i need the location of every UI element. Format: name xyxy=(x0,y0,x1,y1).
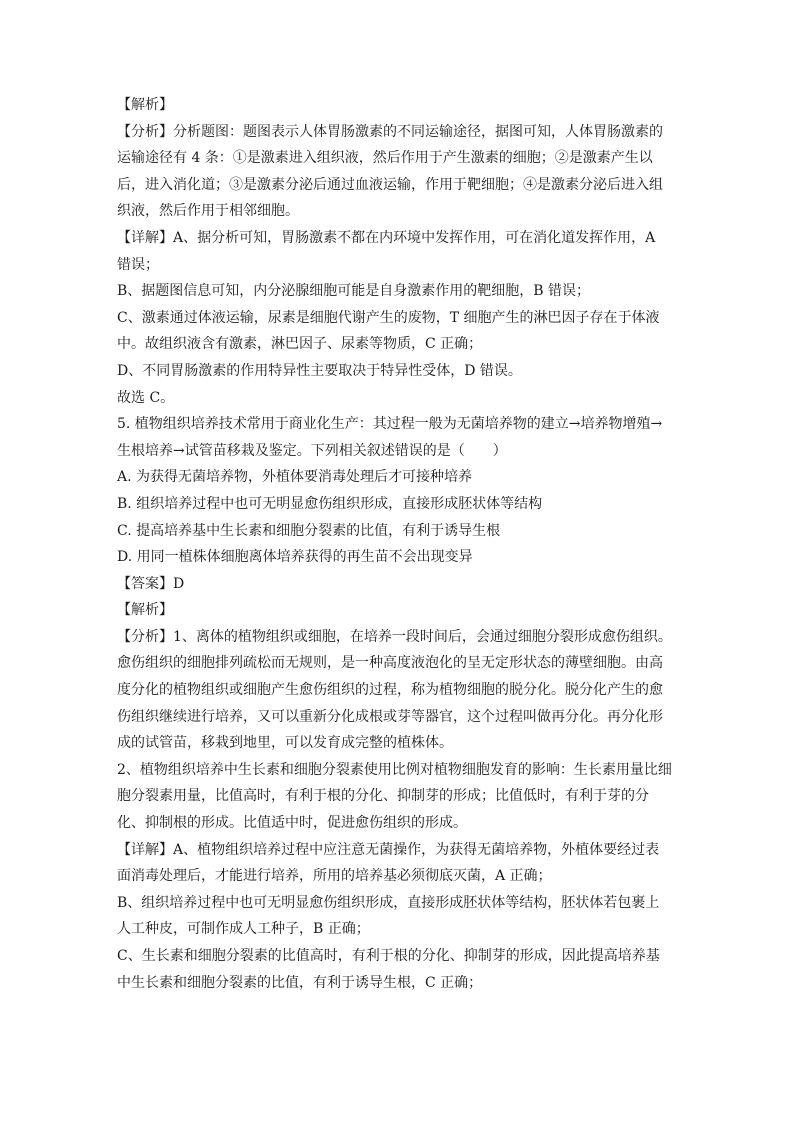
analysis-paragraph-line: 【分析】1、离体的植物组织或细胞，在培养一段时间后，会通过细胞分裂形成愈伤组织。 xyxy=(117,628,672,645)
detail-paragraph-line: C、生长素和细胞分裂素的比值高时，有利于根的分化、抑制芽的形成，因此提高培养基 xyxy=(117,948,660,964)
document-page xyxy=(117,92,692,996)
option-a: A. 为获得无菌培养物，外植体要消毒处理后才可接种培养 xyxy=(117,469,473,486)
analysis-paragraph-line: 后，进入消化道；③是激素分泌后通过血液运输，作用于靶细胞；④是激素分泌后进入组 xyxy=(117,176,663,193)
detail-paragraph-line: C、激素通过体液运输，尿素是细胞代谢产生的废物，T 细胞产生的淋巴因子存在于体液 xyxy=(117,309,660,326)
detail-paragraph-line: B、据题图信息可知，内分泌腺细胞可能是自身激素作用的靶细胞，B 错误； xyxy=(117,283,591,300)
detail-paragraph-line: 错误； xyxy=(117,256,159,273)
detail-paragraph-line: 【详解】A、据分析可知，胃肠激素不都在内环境中发挥作用，可在消化道发挥作用，A xyxy=(117,229,656,246)
section-heading-analysis: 【解析】 xyxy=(117,602,173,619)
option-b: B. 组织培养过程中也可无明显愈伤组织形成，直接形成胚状体等结构 xyxy=(117,495,543,512)
detail-paragraph-line: 人工种皮，可制作成人工种子，B 正确； xyxy=(117,921,370,938)
detail-paragraph-line: 面消毒处理后，才能进行培养，所用的培养基必须彻底灭菌，A 正确； xyxy=(117,868,552,885)
section-heading-analysis: 【解析】 xyxy=(117,97,173,113)
answer-line: 【答案】D xyxy=(117,575,185,592)
analysis-paragraph-line: 运输途径有 4 条：①是激素进入组织液，然后作用于产生激素的细胞；②是激素产生以 xyxy=(117,150,653,167)
analysis-paragraph-line: 织液，然后作用于相邻细胞。 xyxy=(117,203,299,220)
analysis-paragraph-line: 2、植物组织培养中生长素和细胞分裂素使用比例对植物细胞发育的影响：生长素用量比细 xyxy=(117,761,672,778)
analysis-paragraph-line: 化、抑制根的形成。比值适中时，促进愈伤组织的形成。 xyxy=(117,815,467,832)
conclusion-line: 故选 C。 xyxy=(117,389,175,406)
analysis-paragraph-line: 度分化的植物组织或细胞产生愈伤组织的过程，称为植物细胞的脱分化。脱分化产生的愈 xyxy=(117,682,663,699)
option-c: C. 提高培养基中生长素和细胞分裂素的比值，有利于诱导生根 xyxy=(117,522,501,539)
analysis-paragraph-line: 伤组织继续进行培养，又可以重新分化成根或芽等器官，这个过程叫做再分化。再分化形 xyxy=(117,708,663,725)
analysis-paragraph-line: 胞分裂素用量，比值高时，有利于根的分化、抑制芽的形成；比值低时，有利于芽的分 xyxy=(117,788,649,805)
analysis-paragraph-line: 愈伤组织的细胞排列疏松而无规则，是一种高度液泡化的呈无定形状态的薄壁细胞。由高 xyxy=(117,655,663,672)
detail-paragraph-line: 中生长素和细胞分裂素的比值，有利于诱导生根，C 正确； xyxy=(117,974,483,991)
option-d: D. 用同一植株体细胞离体培养获得的再生苗不会出现变异 xyxy=(117,549,473,566)
detail-paragraph-line: D、不同胃肠激素的作用特异性主要取决于特异性受体，D 错误。 xyxy=(117,362,522,379)
detail-paragraph-line: 【详解】A、植物组织培养过程中应注意无菌操作，为获得无菌培养物，外植体要经过表 xyxy=(117,841,660,858)
detail-paragraph-line: B、组织培养过程中也可无明显愈伤组织形成，直接形成胚状体等结构，胚状体若包裹上 xyxy=(117,894,660,911)
analysis-paragraph-line: 【分析】分析题图：题图表示人体胃肠激素的不同运输途径，据图可知，人体胃肠激素的 xyxy=(117,123,663,140)
question-stem-line: 生根培养→试管苗移栽及鉴定。下列相关叙述错误的是（ ） xyxy=(117,442,507,459)
analysis-paragraph-line: 成的试管苗，移栽到地里，可以发育成完整的植株体。 xyxy=(117,735,453,752)
question-stem-line: 5. 植物组织培养技术常用于商业化生产：其过程一般为无菌培养物的建立→培养物增殖→ xyxy=(117,416,663,433)
detail-paragraph-line: 中。故组织液含有激素，淋巴因子、尿素等物质，C 正确； xyxy=(117,336,483,353)
